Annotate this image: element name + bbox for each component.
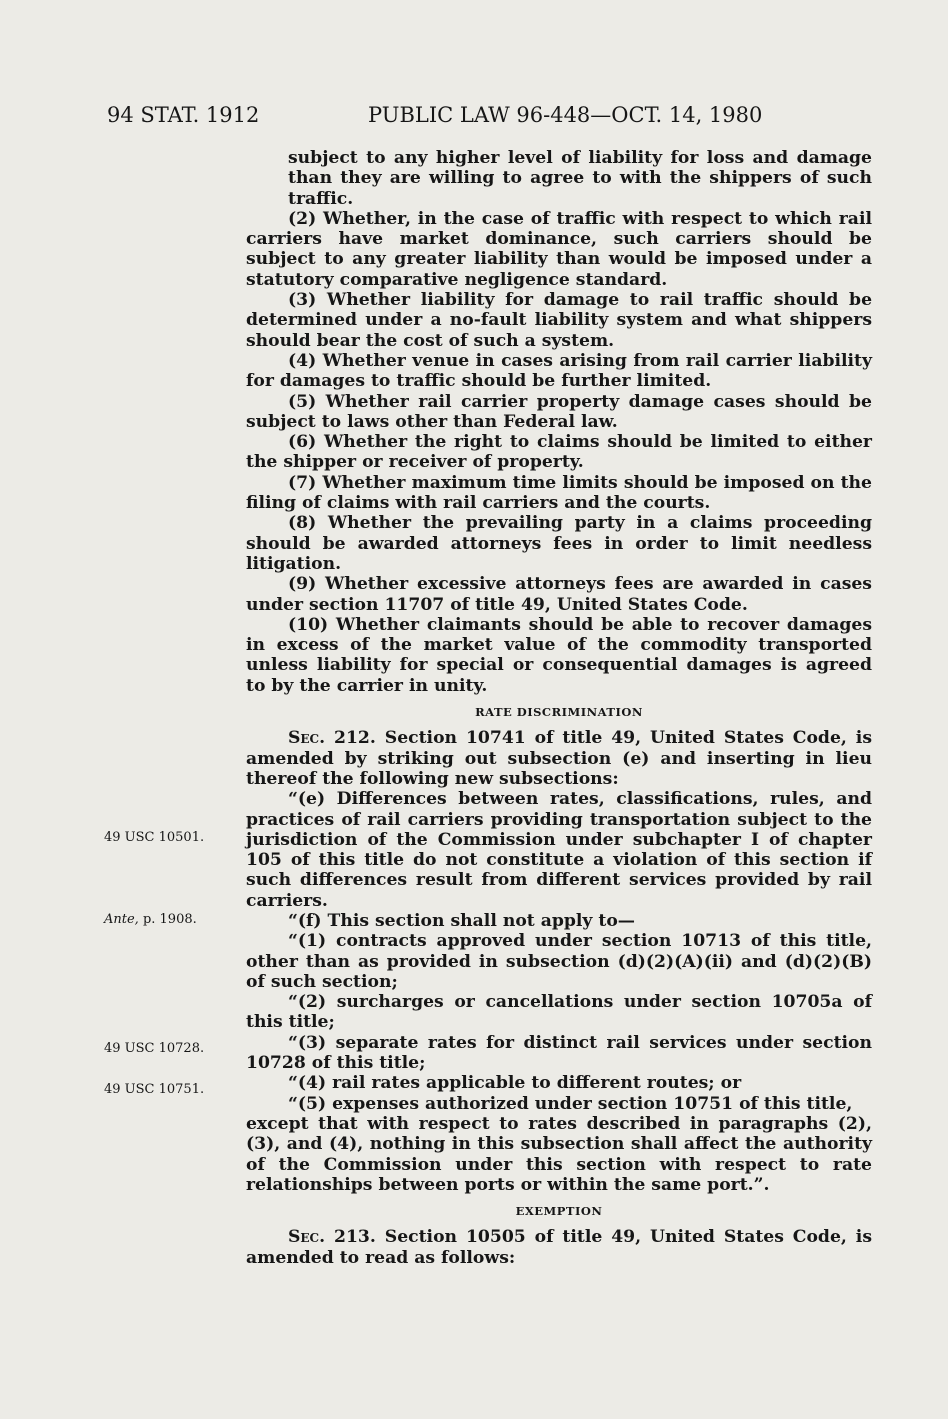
ante-label: Ante,	[104, 912, 139, 927]
clause-f5-continuation: except that with respect to rates described in paragraphs (2), (3), and (4), nothing in this subsection shall affect the authority of the Commission under this section with respect to rate relationships between ports or within the same port.”.	[246, 1113, 872, 1195]
ante-page: p. 1908.	[142, 912, 197, 927]
subsection-f: “(f) This section shall not apply to—	[288, 910, 635, 931]
statute-body	[246, 148, 872, 1268]
paragraph-2: (2) Whether, in the case of traffic with respect to which rail carriers have market dominance, such carriers should be subject to any greater liability than would be imposed under a statutory comparative negligence standard.	[246, 208, 872, 290]
page-header	[0, 103, 948, 135]
paragraph-7: (7) Whether maximum time limits should be imposed on the filing of claims with rail carriers and the courts.	[246, 472, 872, 514]
section-212	[246, 728, 872, 789]
public-law-title: PUBLIC LAW 96-448—OCT. 14, 1980	[368, 103, 763, 127]
margin-note-usc-10728: 49 USC 10728.	[104, 1041, 205, 1056]
paragraph-6: (6) Whether the right to claims should be limited to either the shipper or receiver of property.	[246, 432, 872, 473]
heading-exemption: EXEMPTION	[515, 1204, 603, 1219]
subsection-e: “(e) Differences between rates, classifications, rules, and practices of rail carriers providing transportation subject to the jurisdiction of the Commission under subchapter I of chapter 105 of this title do not constitute a violation of this section if such differences result from different services provided by rail carriers.	[246, 789, 872, 911]
statute-citation: 94 STAT. 1912	[107, 103, 260, 127]
margin-note-ante	[104, 912, 197, 927]
paragraph-continued: subject to any higher level of liability for loss and damage than they are willing to agree to with the shippers of such traffic.	[288, 148, 872, 209]
section-213-text: Section 10505 of title 49, United States Code, is amended to read as follows:	[246, 1227, 872, 1268]
section-213-label: Sec. 213.	[288, 1227, 376, 1248]
paragraph-5: (5) Whether rail carrier property damage cases should be subject to laws other than Federal law.	[246, 391, 872, 432]
clause-f2: “(2) surcharges or cancellations under section 10705a of this title;	[246, 992, 872, 1033]
section-213	[246, 1227, 872, 1268]
margin-note-usc-10501: 49 USC 10501.	[104, 830, 205, 845]
section-212-label: Sec. 212.	[288, 728, 376, 749]
clause-f4: “(4) rail rates applicable to different routes; or	[288, 1073, 742, 1094]
clause-f1-text: “(1) contracts approved under section 10713 of this title, other than as provided in subsection (d)(2)(A)(ii) and (d)(2)(B) of such section;	[246, 931, 872, 992]
section-212-text: Section 10741 of title 49, United States Code, is amended by striking out subsection (e) and inserting in lieu thereof the following new subsections:	[246, 728, 872, 789]
margin-note-usc-10751: 49 USC 10751.	[104, 1082, 205, 1097]
paragraph-3: (3) Whether liability for damage to rail traffic should be determined under a no-fault liability system and what shippers should bear the cost of such a system.	[246, 290, 872, 351]
paragraph-9: (9) Whether excessive attorneys fees are awarded in cases under section 11707 of title 49, United States Code.	[246, 574, 872, 615]
paragraph-8: (8) Whether the prevailing party in a claims proceeding should be awarded attorneys fees in order to limit needless litigation.	[246, 513, 872, 574]
paragraph-10: (10) Whether claimants should be able to recover damages in excess of the market value of the commodity transported unless liability for special or consequential damages is agreed to by the carrier in unity.	[246, 614, 872, 696]
clause-f1	[218, 931, 872, 992]
clause-f5: “(5) expenses authorized under section 10751 of this title,	[288, 1093, 853, 1114]
heading-rate-discrimination: RATE DISCRIMINATION	[475, 705, 643, 720]
clause-f3: “(3) separate rates for distinct rail services under section 10728 of this title;	[246, 1032, 872, 1074]
paragraph-4: (4) Whether venue in cases arising from rail carrier liability for damages to traffic should be further limited.	[246, 350, 872, 392]
